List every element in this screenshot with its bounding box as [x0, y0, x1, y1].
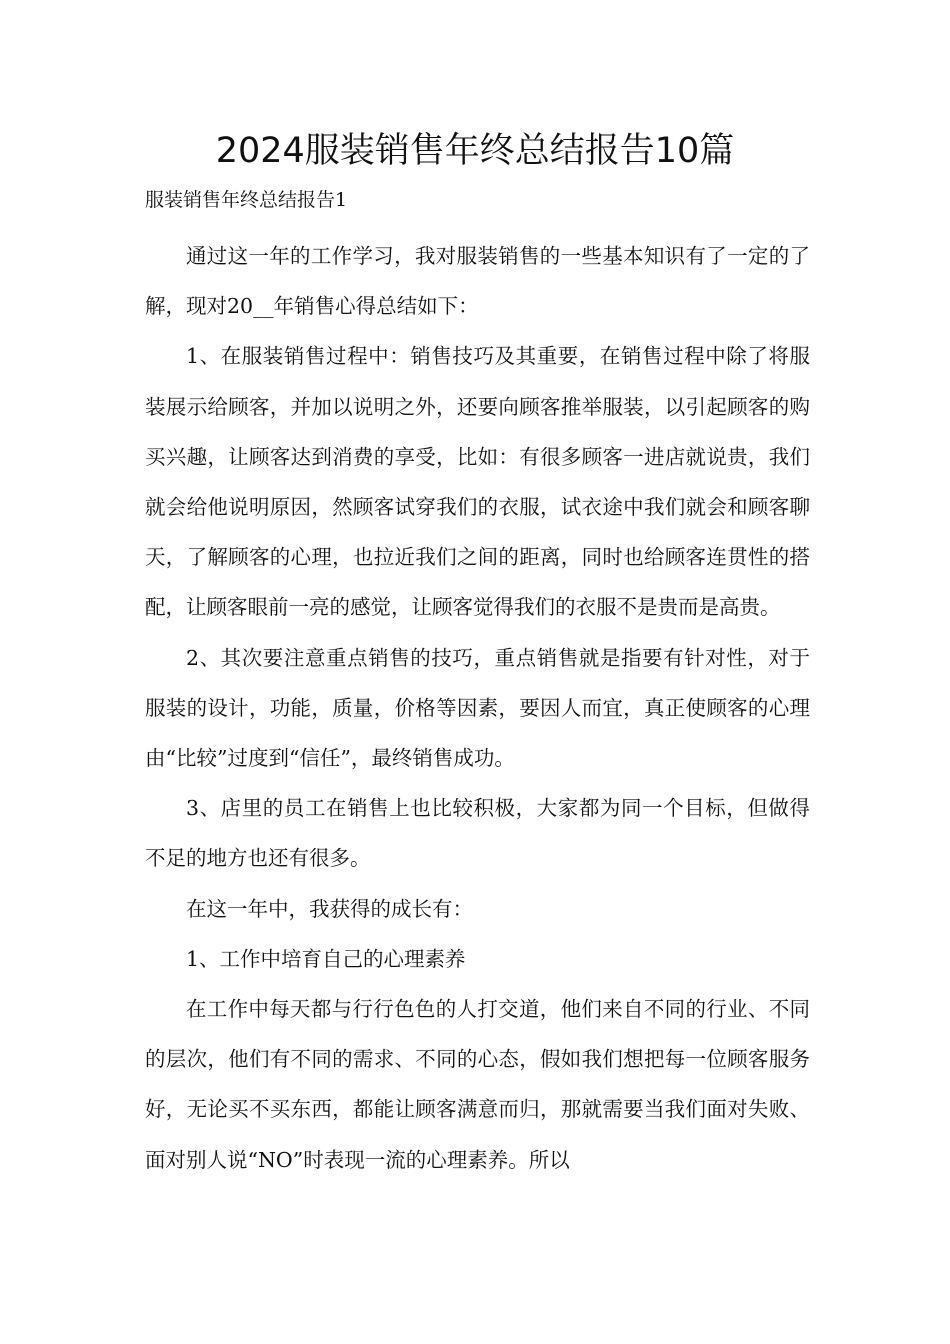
paragraph-growth-1-detail: 在工作中每天都与行行色色的人打交道，他们来自不同的行业、不同的层次，他们有不同的需求、不同的心态，假如我们想把每一位顾客服务好，无论买不买东西，都能让顾客满意而归，那就需要当我们面对失败、面对别人说“NO”时表现一流的心理素养。所以 [145, 997, 810, 1172]
paragraph-growth-intro: 在这一年中，我获得的成长有： [186, 896, 473, 921]
document-body [145, 231, 810, 1185]
paragraph-growth-1: 1、工作中培育自己的心理素养 [186, 946, 466, 971]
paragraph-point-2: 2、其次要注意重点销售的技巧，重点销售就是指要有针对性，对于服装的设计，功能，质量，价格等因素，要因人而宜，真正使顾客的心理由“比较”过度到“信任”，最终销售成功。 [145, 645, 810, 771]
paragraph-intro: 通过这一年的工作学习，我对服装销售的一些基本知识有了一定的了解，现对20__年销售心得总结如下： [145, 244, 810, 319]
section-heading: 服装销售年终总结报告1 [145, 189, 348, 211]
document-title: 2024服装销售年终总结报告10篇 [215, 131, 735, 171]
paragraph-point-1: 1、在服装销售过程中：销售技巧及其重要，在销售过程中除了将服装展示给顾客，并加以说明之外，还要向顾客推举服装，以引起顾客的购买兴趣，让顾客达到消费的享受，比如：有很多顾客一进店就说贵，我们就会给他说明原因，然顾客试穿我们的衣服，试衣途中我们就会和顾客聊天，了解顾客的心理，也拉近我们之间的距离，同时也给顾客连贯性的搭配，让顾客眼前一亮的感觉，让顾客觉得我们的衣服不是贵而是高贵。 [145, 344, 810, 620]
paragraph-point-3: 3、店里的员工在销售上也比较积极，大家都为同一个目标，但做得不足的地方也还有很多。 [145, 796, 810, 871]
